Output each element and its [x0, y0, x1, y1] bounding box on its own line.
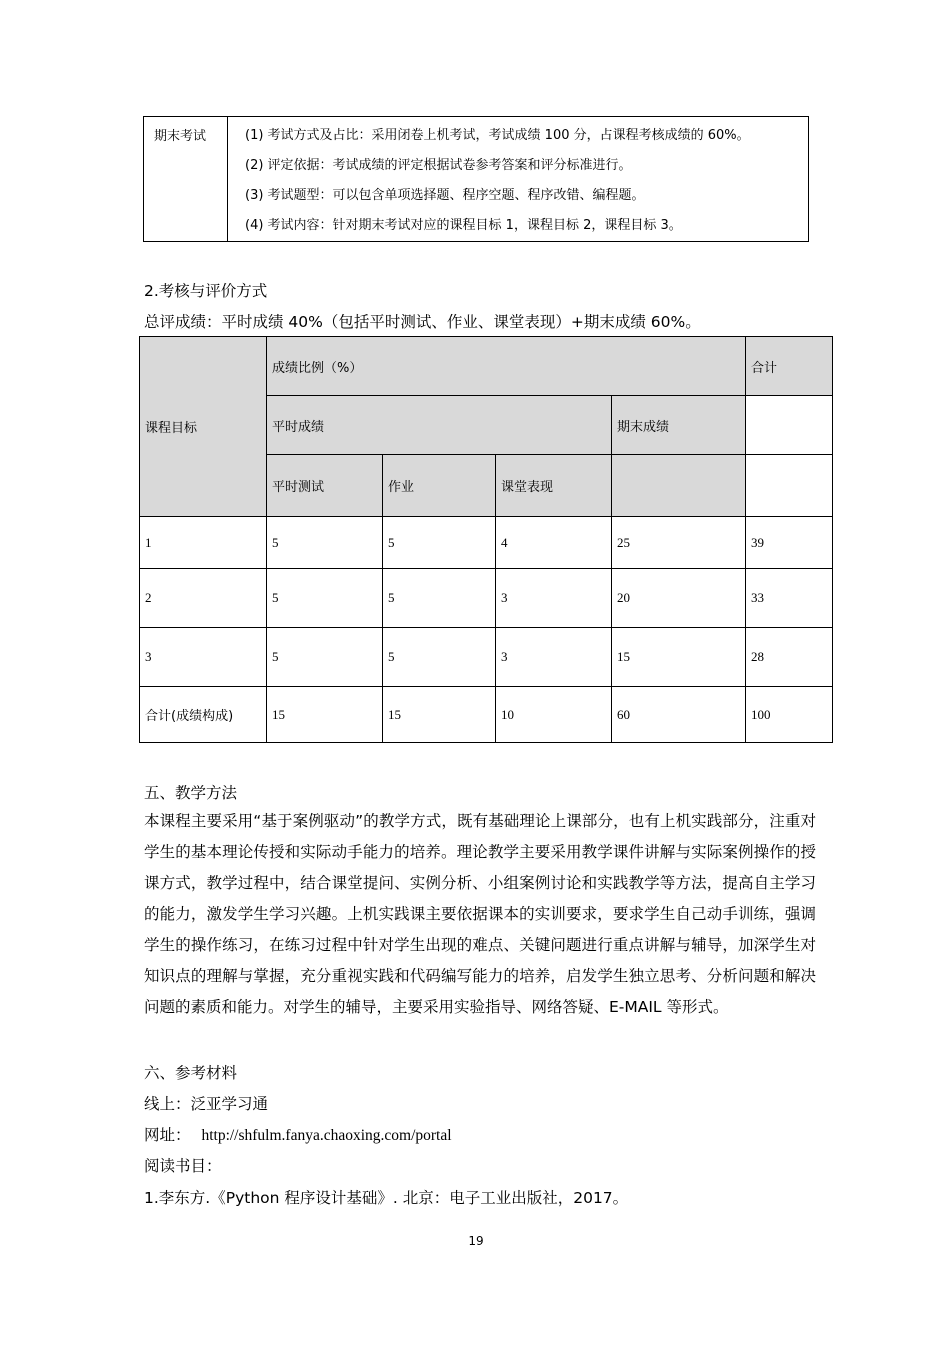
exam-item: (1) 考试方式及占比：采用闭卷上机考试，考试成绩 100 分，占课程考核成绩的 60%。: [245, 128, 750, 143]
exam-item: (3) 考试题型：可以包含单项选择题、程序空题、程序改错、编程题。: [245, 188, 645, 203]
cell-test: 5: [267, 628, 383, 687]
cell-goal: 合计(成绩构成): [140, 687, 267, 743]
header-class-performance: 课堂表现: [496, 455, 612, 517]
book-entry: 1.李东方.《Python 程序设计基础》. 北京：电子工业出版社，2017。: [144, 1189, 629, 1207]
cell-total: 39: [746, 517, 833, 569]
section6-title: 六、参考材料: [144, 1064, 238, 1082]
header-empty-gray-cell: [612, 455, 746, 517]
cell-final: 60: [612, 687, 746, 743]
cell-class: 4: [496, 517, 612, 569]
exam-label: 期末考试: [144, 117, 228, 242]
cell-final: 15: [612, 628, 746, 687]
cell-homework: 5: [383, 628, 496, 687]
cell-total: 28: [746, 628, 833, 687]
section2-title: 2.考核与评价方式: [144, 282, 268, 300]
cell-test: 15: [267, 687, 383, 743]
header-empty-cell: [746, 455, 833, 517]
exam-items: [228, 117, 809, 242]
cell-homework: 5: [383, 569, 496, 628]
table-row-total: [140, 687, 833, 743]
cell-final: 20: [612, 569, 746, 628]
header-score-ratio: 成绩比例（%）: [267, 337, 746, 396]
header-total: 合计: [746, 337, 833, 396]
score-table: [139, 336, 833, 743]
header-empty-cell: [746, 396, 833, 455]
header-final-score: 期末成绩: [612, 396, 746, 455]
reading-list-title: 阅读书目：: [144, 1157, 222, 1175]
cell-class: 3: [496, 569, 612, 628]
cell-total: 100: [746, 687, 833, 743]
cell-goal: 1: [140, 517, 267, 569]
section2-summary: 总评成绩：平时成绩 40%（包括平时测试、作业、课堂表现）+期末成绩 60%。: [144, 313, 701, 331]
header-course-goal: 课程目标: [140, 337, 267, 517]
cell-test: 5: [267, 569, 383, 628]
cell-final: 25: [612, 517, 746, 569]
section5-body: 本课程主要采用“基于案例驱动”的教学方式，既有基础理论上课部分，也有上机实践部分，注重对学生的基本理论传授和实际动手能力的培养。理论教学主要采用教学课件讲解与实际案例操作的授课方式，教学过程中，结合课堂提问、实例分析、小组案例讨论和实践教学等方法，提高自主学习的能力，激发学生学习兴趣。上机实践课主要依据课本的实训要求，要求学生自己动手训练，强调学生的操作练习，在练习过程中针对学生出现的难点、关键问题进行重点讲解与辅导，加深学生对知识点的理解与掌握，充分重视实践和代码编写能力的培养，启发学生独立思考、分析问题和解决问题的素质和能力。对学生的辅导，主要采用实验指导、网络答疑、E-MAIL 等形式。: [144, 812, 816, 1016]
url-link[interactable]: http://shfulm.fanya.chaoxing.com/portal: [201, 1127, 452, 1144]
cell-total: 33: [746, 569, 833, 628]
url-line: [144, 1123, 452, 1145]
cell-class: 3: [496, 628, 612, 687]
cell-homework: 5: [383, 517, 496, 569]
header-regular-test: 平时测试: [267, 455, 383, 517]
cell-test: 5: [267, 517, 383, 569]
exam-item: (2) 评定依据：考试成绩的评定根据试卷参考答案和评分标准进行。: [245, 158, 632, 173]
cell-goal: 3: [140, 628, 267, 687]
table-row: [140, 517, 833, 569]
cell-homework: 15: [383, 687, 496, 743]
page-number: 19: [468, 1234, 484, 1248]
table-row: [140, 628, 833, 687]
exam-table: [143, 116, 809, 242]
header-homework: 作业: [383, 455, 496, 517]
section5-title: 五、教学方法: [144, 784, 238, 802]
online-platform: 线上：泛亚学习通: [144, 1095, 269, 1113]
exam-item: (4) 考试内容：针对期末考试对应的课程目标 1，课程目标 2，课程目标 3。: [245, 218, 682, 233]
header-regular-score: 平时成绩: [267, 396, 612, 455]
cell-goal: 2: [140, 569, 267, 628]
table-row: [140, 569, 833, 628]
cell-class: 10: [496, 687, 612, 743]
url-label: 网址：: [144, 1126, 191, 1144]
